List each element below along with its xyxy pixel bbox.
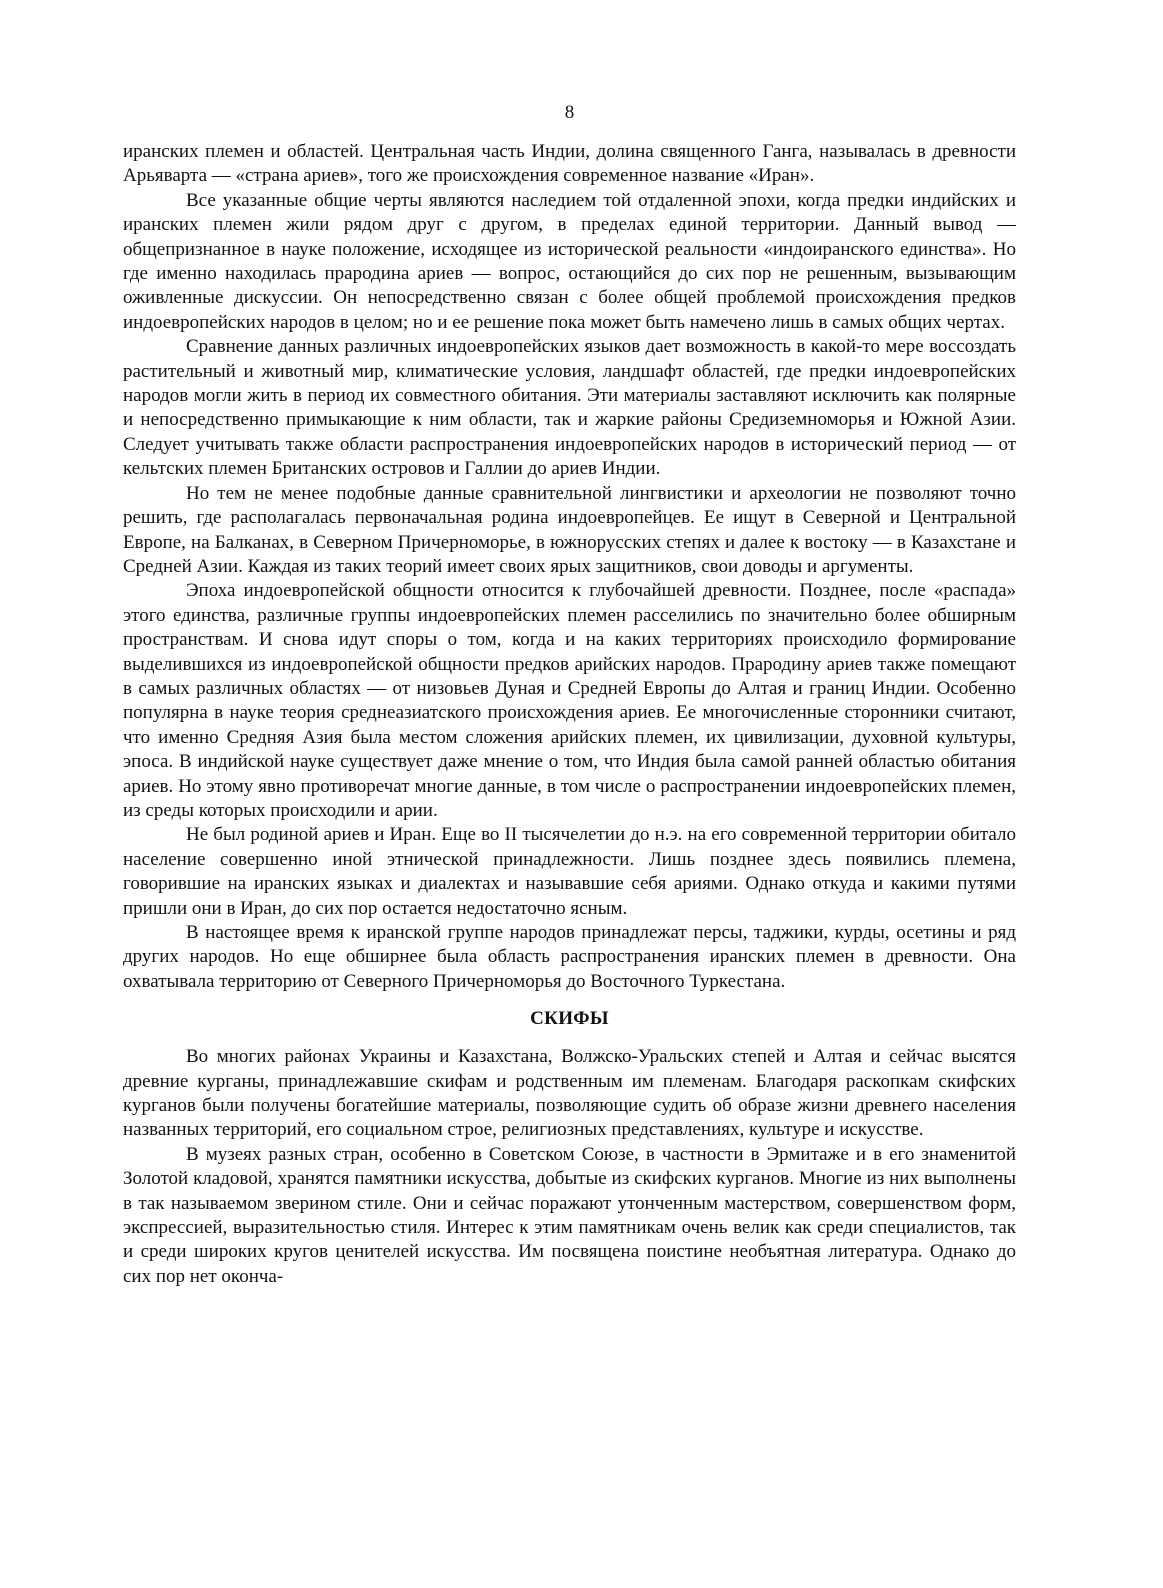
- document-page: [123, 100, 1016, 1289]
- paragraph: Эпоха индоевропейской общности относится к глубочайшей древности. Позднее, после «распада» этого единства, различные группы индоевропейских племен расселились по значительно более обширным пространствам. И снова идут споры о том, когда и на каких территориях происходило формирование выделившихся из индоевропейской общности предков арийских народов. Прародину ариев также помещают в самых различных областях — от низовьев Дуная и Средней Европы до Алтая и границ Индии. Особенно популярна в науке теория среднеазиатского происхождения ариев. Ее многочисленные сторонники считают, что именно Средняя Азия была местом сложения арийских племен, их цивилизации, духовной культуры, эпоса. В индийской науке существует даже мнение о том, что Индия была самой ранней областью обитания ариев. Но этому явно противоречат многие данные, в том числе о распространении индоевропейских племен, из среды которых происходили и арии.: [123, 580, 1016, 821]
- paragraph: Но тем не менее подобные данные сравнительной лингвистики и археологии не позволяют точно решить, где располагалась первоначальная родина индоевропейцев. Ее ищут в Северной и Центральной Европе, на Балканах, в Северном Причерноморье, в южнорусских степях и далее к востоку — в Казахстане и Средней Азии. Каждая из таких теорий имеет своих ярых защитников, свои доводы и аргументы.: [123, 482, 1016, 577]
- page-number: 8: [564, 102, 575, 123]
- paragraph: Сравнение данных различных индоевропейских языков дает возможность в какой-то мере воссоздать растительный и животный мир, климатические условия, ландшафт областей, где предки индоевропейских народов могли жить в период их совместного обитания. Эти материалы заставляют исключить как полярные и непосредственно примыкающие к ним области, так и жаркие районы Средиземноморья и Южной Азии. Следует учитывать также области распространения индоевропейских народов в исторический период — от кельтских племен Британских островов и Галлии до ариев Индии.: [123, 336, 1016, 480]
- paragraph: Во многих районах Украины и Казахстана, Волжско-Уральских степей и Алтая и сейчас высятся древние курганы, принадлежавшие скифам и родственным им племенам. Благодаря раскопкам скифских курганов были получены богатейшие материалы, позволяющие судить об образе жизни древнего населения названных территорий, его социальном строе, религиозных представлениях, культуре и искусстве.: [123, 1046, 1016, 1141]
- paragraph: В настоящее время к иранской группе народов принадлежат персы, таджики, курды, осетины и ряд других народов. Но еще обширнее была область распространения иранских племен в древности. Она охватывала территорию от Северного Причерноморья до Восточного Туркестана.: [123, 922, 1016, 992]
- paragraph: иранских племен и областей. Центральная часть Индии, долина священного Ганга, называлась в древности Арьяварта — «страна ариев», того же происхождения современное название «Иран».: [123, 141, 1016, 187]
- paragraph: Все указанные общие черты являются наследием той отдаленной эпохи, когда предки индийских и иранских племен жили рядом друг с другом, в пределах единой территории. Данный вывод — общепризнанное в науке положение, исходящее из исторической реальности «индоиранского единства». Но где именно находилась прародина ариев — вопрос, остающийся до сих пор не решенным, вызывающим оживленные дискуссии. Он непосредственно связан с более общей проблемой происхождения предков индоевропейских народов в целом; но и ее решение пока может быть намечено лишь в самых общих чертах.: [123, 189, 1016, 333]
- paragraph: Не был родиной ариев и Иран. Еще во II тысячелетии до н.э. на его современной территории обитало население совершенно иной этнической принадлежности. Лишь позднее здесь появились племена, говорившие на иранских языках и диалектах и называвшие себя ариями. Однако откуда и какими путями пришли они в Иран, до сих пор остается недостаточно ясным.: [123, 824, 1016, 919]
- paragraph: В музеях разных стран, особенно в Советском Союзе, в частности в Эрмитаже и в его знаменитой Золотой кладовой, хранятся памятники искусства, добытые из скифских курганов. Многие из них выполнены в так называемом зверином стиле. Они и сейчас поражают утонченным мастерством, совершенством форм, экспрессией, выразительностью стиля. Интерес к этим памятникам очень велик как среди специалистов, так и среди широких кругов ценителей искусства. Им посвящена поистине необъятная литература. Однако до сих пор нет оконча-: [123, 1143, 1016, 1287]
- section-title: СКИФЫ: [530, 1008, 609, 1030]
